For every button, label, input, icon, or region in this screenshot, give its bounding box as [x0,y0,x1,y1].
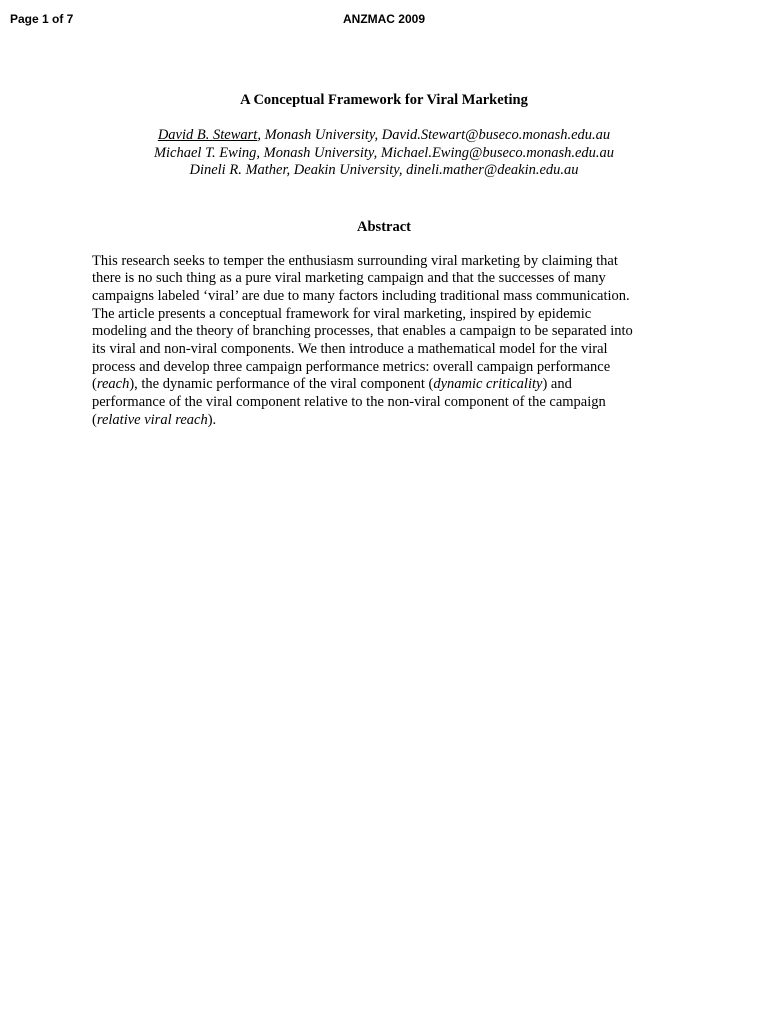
author-name: Dineli R. Mather [189,162,287,178]
paper-first-page [92,91,676,430]
author-line [92,162,676,180]
page-number: Page 1 of 7 [10,12,74,26]
page-header [0,12,768,30]
author-name: David B. Stewart [157,127,258,143]
abstract-text [92,253,676,430]
abstract-line: This research seeks to temper the enthusiasm surrounding viral marketing by claiming that [92,252,618,269]
author-list [92,127,676,180]
author-affiliation: , Deakin University, dineli.mather@deakin.edu.au [286,162,579,178]
abstract-line: campaigns labeled ‘viral’ are due to many factors including traditional mass communication. [92,287,630,304]
abstract-line: performance of the viral component relative to the non-viral component of the campaign [92,394,606,411]
abstract-line [92,412,676,430]
abstract-line: process and develop three campaign performance metrics: overall campaign performance [92,358,611,375]
abstract-line: The article presents a conceptual framework for viral marketing, inspired by epidemic [92,305,592,322]
author-name: Michael T. Ewing [153,144,257,161]
author-affiliation: , Monash University, David.Stewart@buseco.monash.edu.au [257,127,611,143]
term-relative-viral-reach: relative viral reach [96,411,208,428]
abstract-fragment: ) and [542,376,572,393]
author-line [92,127,676,145]
author-affiliation: , Monash University, Michael.Ewing@buseco.monash.edu.au [256,144,615,161]
abstract-line: modeling and the theory of branching processes, that enables a campaign to be separated into [92,323,633,340]
term-reach: reach [96,376,130,393]
abstract-fragment: ). [207,411,217,428]
abstract-fragment: ), the dynamic performance of the viral component ( [129,376,434,393]
abstract-line [92,376,676,394]
paren: ( [92,411,97,428]
abstract-line: there is no such thing as a pure viral marketing campaign and that the successes of many [92,270,606,287]
author-line [92,145,676,163]
conference-name: ANZMAC 2009 [342,12,426,26]
paper-title: A Conceptual Framework for Viral Marketing [240,92,528,108]
abstract-line: its viral and non-viral components. We then introduce a mathematical model for the viral [92,341,608,358]
paren: ( [92,376,97,393]
term-dynamic-criticality: dynamic criticality [433,376,543,393]
abstract-heading: Abstract [357,218,411,235]
